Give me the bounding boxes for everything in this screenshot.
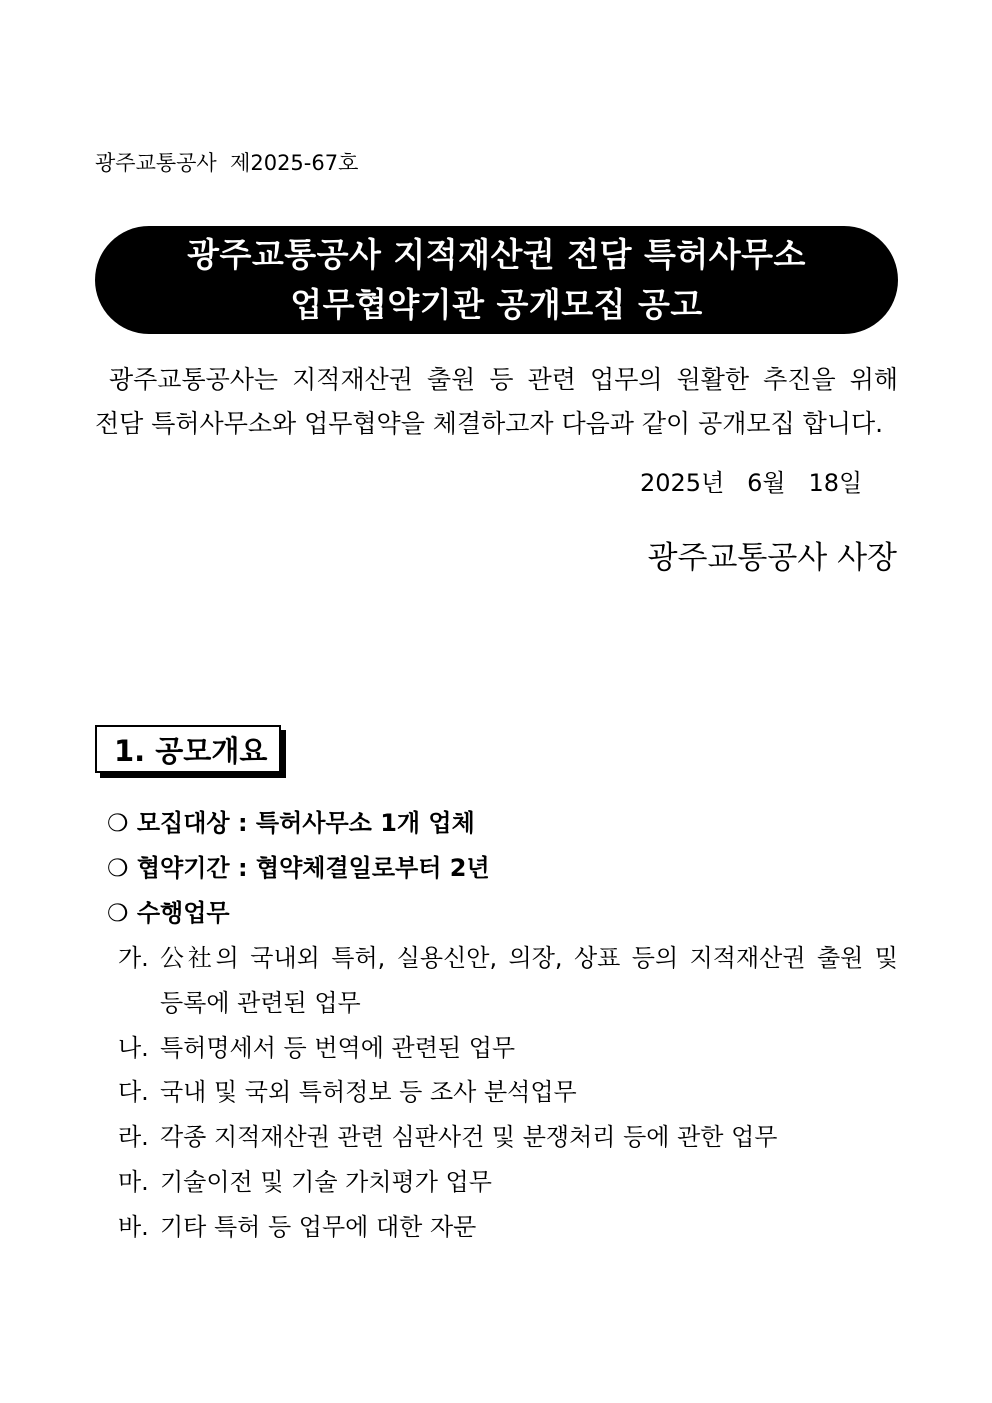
duty-marker: 마. bbox=[118, 1168, 149, 1196]
notice-date: 2025년 6월 18일 bbox=[640, 469, 863, 497]
duty-item-text: 기타 특허 등 업무에 대한 자문 bbox=[160, 1213, 477, 1241]
notice-signer: 광주교통공사 사장 bbox=[647, 540, 897, 576]
bullet-recruitment-target: ❍ 모집대상 : 특허사무소 1개 업체 bbox=[107, 809, 475, 837]
duty-item-text: 기술이전 및 기술 가치평가 업무 bbox=[160, 1168, 492, 1196]
duty-item-text: 국내 및 국외 특허정보 등 조사 분석업무 bbox=[160, 1078, 577, 1106]
bullet-duties: ❍ 수행업무 bbox=[107, 899, 230, 927]
duty-marker: 라. bbox=[118, 1123, 149, 1151]
bullet-agreement-period: ❍ 협약기간 : 협약체결일로부터 2년 bbox=[107, 854, 490, 882]
section-title: 1. 공모개요 bbox=[114, 733, 268, 768]
section-heading-box bbox=[95, 725, 281, 773]
duty-marker: 나. bbox=[118, 1034, 149, 1062]
title-line-2: 업무협약기관 공개모집 공고 bbox=[290, 285, 703, 324]
duty-item-text-continued: 등록에 관련된 업무 bbox=[160, 989, 361, 1017]
intro-paragraph-line-2: 전담 특허사무소와 업무협약을 체결하고자 다음과 같이 공개모집 합니다. bbox=[95, 409, 884, 438]
title-banner bbox=[95, 226, 898, 334]
duty-item-text: 특허명세서 등 번역에 관련된 업무 bbox=[160, 1034, 516, 1062]
duty-marker: 다. bbox=[118, 1078, 149, 1106]
title-line-1: 광주교통공사 지적재산권 전담 특허사무소 bbox=[187, 235, 806, 274]
document-number: 광주교통공사 제2025-67호 bbox=[95, 151, 359, 175]
intro-paragraph-line-1: 광주교통공사는 지적재산권 출원 등 관련 업무의 원활한 추진을 위해 bbox=[109, 365, 898, 394]
duty-marker: 가. bbox=[118, 944, 149, 972]
duty-item-text: 公社의 국내외 특허, 실용신안, 의장, 상표 등의 지적재산권 출원 및 bbox=[160, 944, 898, 972]
duty-item-text: 각종 지적재산권 관련 심판사건 및 분쟁처리 등에 관한 업무 bbox=[160, 1123, 778, 1151]
duty-marker: 바. bbox=[118, 1213, 149, 1241]
